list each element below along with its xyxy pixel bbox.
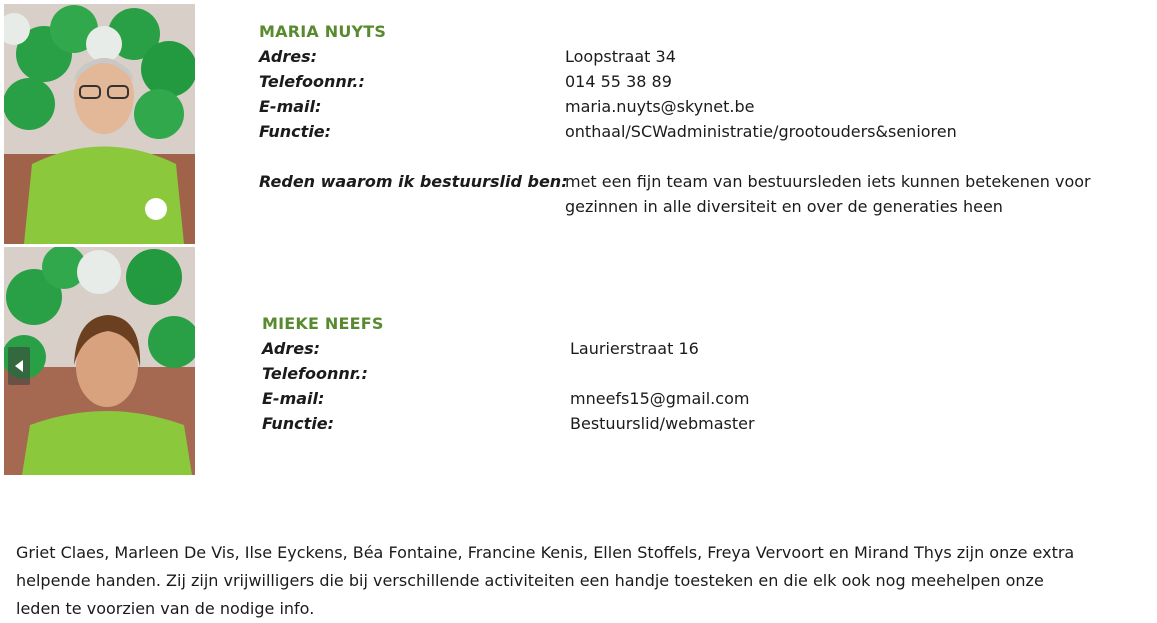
previous-photo-button[interactable] — [8, 347, 30, 385]
email-label: E-mail: — [262, 389, 325, 408]
function-label: Functie: — [259, 122, 332, 141]
reason-label: Reden waarom ik bestuurslid ben: — [259, 172, 568, 191]
address-value: Laurierstraat 16 — [570, 339, 699, 358]
function-row — [262, 411, 1152, 436]
member-name: MARIA NUYTS — [259, 22, 387, 41]
phone-label: Telefoonnr.: — [262, 364, 368, 383]
address-value: Loopstraat 34 — [565, 47, 676, 66]
address-row — [262, 336, 1152, 361]
email-value[interactable]: mneefs15@gmail.com — [570, 389, 750, 408]
email-label: E-mail: — [259, 97, 322, 116]
function-label: Functie: — [262, 414, 335, 433]
address-row — [259, 44, 1149, 69]
function-value: Bestuurslid/webmaster — [570, 414, 755, 433]
phone-row — [262, 361, 1152, 386]
email-row — [259, 94, 1149, 119]
reason-value: met een fijn team van bestuursleden iets kunnen betekenen voor gezinnen in alle diversiteit en over de generaties heen — [565, 172, 1091, 216]
email-row — [262, 386, 1152, 411]
email-value[interactable]: maria.nuyts@skynet.be — [565, 97, 755, 116]
function-row — [259, 119, 1149, 144]
address-label: Adres: — [262, 339, 321, 358]
volunteers-paragraph: Griet Claes, Marleen De Vis, Ilse Eyckens, Béa Fontaine, Francine Kenis, Ellen Stoffels, Freya Vervoort en Mirand Thys zijn onze extra helpende handen. Zij zijn vrijwilligers die bij verschillende activiteiten een handje toesteken en die elk ook nog meehelpen onze leden te voorzien van de nodige info. — [16, 543, 1075, 618]
address-label: Adres: — [259, 47, 318, 66]
member-card-maria — [259, 20, 1149, 219]
member-photo-mieke — [4, 247, 195, 475]
phone-label: Telefoonnr.: — [259, 72, 365, 91]
phone-row — [259, 69, 1149, 94]
function-value: onthaal/SCWadministratie/grootouders&senioren — [565, 122, 957, 141]
chevron-left-icon — [15, 360, 23, 372]
reason-row — [259, 169, 1149, 219]
phone-value: 014 55 38 89 — [565, 72, 672, 91]
member-card-mieke — [262, 312, 1152, 436]
member-name: MIEKE NEEFS — [262, 314, 384, 333]
member-photo-maria — [4, 4, 195, 244]
